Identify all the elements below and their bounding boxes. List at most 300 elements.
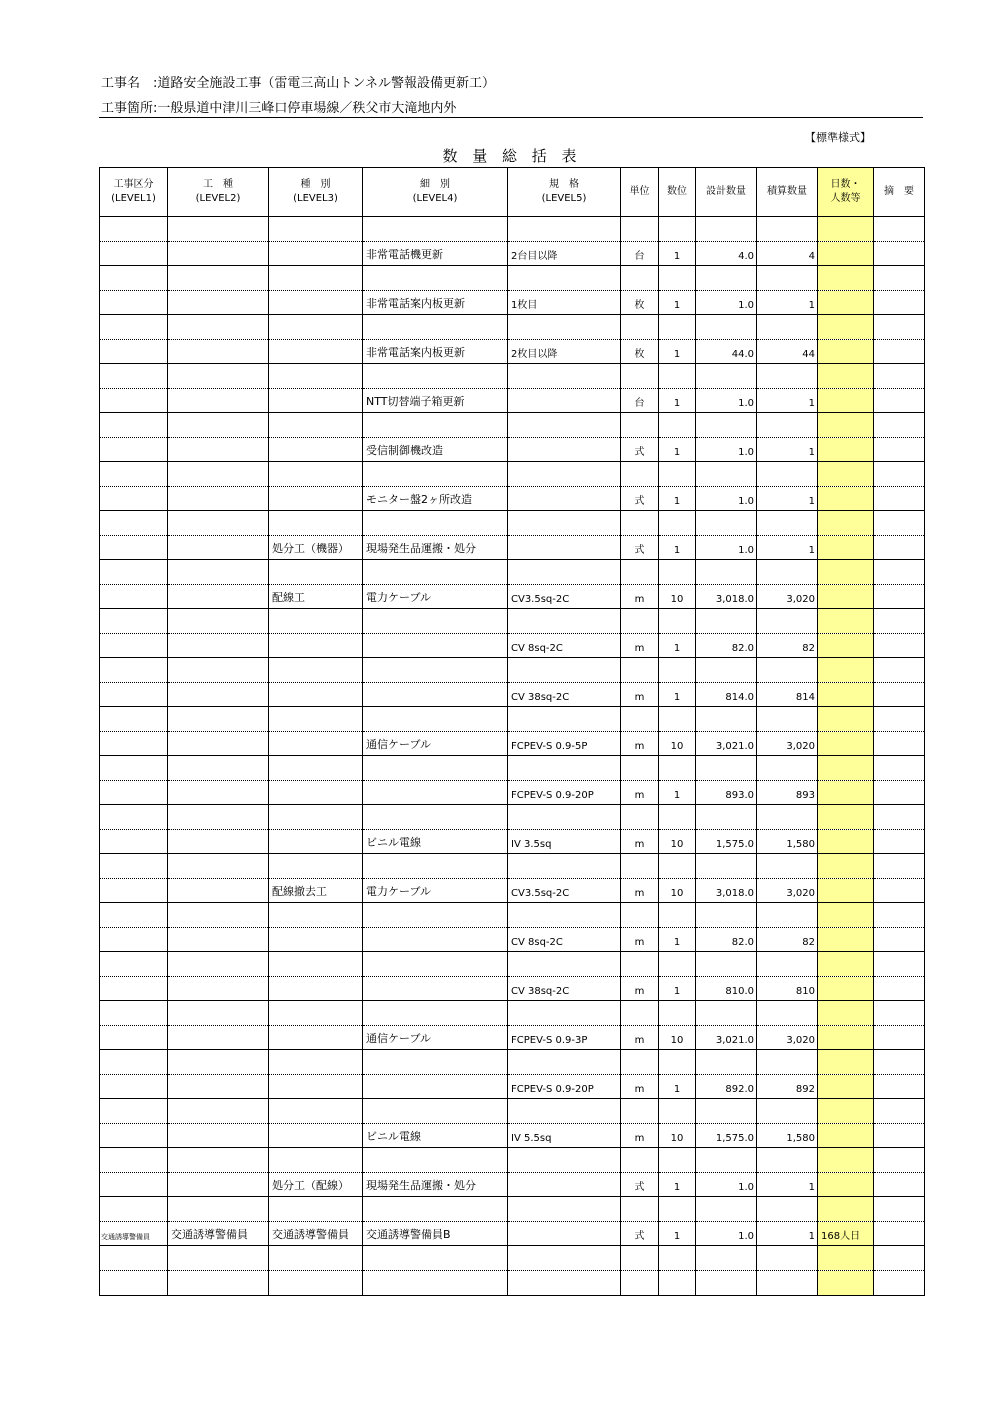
empty-cell — [757, 1050, 818, 1075]
empty-cell — [818, 805, 874, 830]
empty-cell — [363, 903, 508, 928]
empty-cell — [363, 1148, 508, 1173]
cell-level2 — [168, 879, 269, 903]
cell-level2 — [168, 438, 269, 462]
table-row — [100, 1124, 925, 1148]
empty-cell — [100, 805, 168, 830]
spacer-row — [100, 1197, 925, 1222]
cell-digit: 1 — [659, 340, 696, 364]
cell-unit: 式 — [621, 1222, 659, 1246]
empty-cell — [100, 1001, 168, 1026]
empty-cell — [100, 609, 168, 634]
cell-level2 — [168, 340, 269, 364]
cell-level4 — [363, 683, 508, 707]
empty-cell — [621, 364, 659, 389]
cell-level4 — [363, 928, 508, 952]
header-rule — [99, 117, 923, 118]
cell-unit: m — [621, 1124, 659, 1148]
cell-days — [818, 291, 874, 315]
empty-cell — [508, 364, 621, 389]
empty-cell — [696, 315, 757, 340]
cell-design-qty: 893.0 — [696, 781, 757, 805]
empty-cell — [621, 1099, 659, 1124]
cell-calc-qty: 892 — [757, 1075, 818, 1099]
empty-cell — [168, 364, 269, 389]
cell-unit: m — [621, 928, 659, 952]
header-design-qty: 設計数量 — [696, 168, 757, 217]
empty-cell — [696, 511, 757, 536]
cell-note — [874, 585, 925, 609]
empty-cell — [696, 658, 757, 683]
cell-unit: 式 — [621, 438, 659, 462]
project-name: 工事名 :道路安全施設工事（雷電三高山トンネル警報設備更新工） — [101, 76, 495, 91]
cell-days — [818, 438, 874, 462]
empty-cell — [696, 413, 757, 438]
spacer-row — [100, 462, 925, 487]
empty-cell — [874, 1246, 925, 1271]
empty-cell — [659, 1001, 696, 1026]
cell-level1 — [100, 830, 168, 854]
cell-days — [818, 781, 874, 805]
table-row — [100, 1222, 925, 1246]
cell-unit: 台 — [621, 389, 659, 413]
empty-cell — [621, 609, 659, 634]
empty-cell — [363, 1099, 508, 1124]
table-row — [100, 536, 925, 560]
empty-cell — [621, 462, 659, 487]
empty-cell — [269, 1197, 363, 1222]
cell-calc-qty: 810 — [757, 977, 818, 1001]
cell-level5: CV3.5sq-2C — [508, 585, 621, 609]
empty-cell — [621, 1246, 659, 1271]
empty-cell — [621, 854, 659, 879]
cell-level1 — [100, 536, 168, 560]
cell-note — [874, 1222, 925, 1246]
table-row — [100, 683, 925, 707]
cell-level1 — [100, 291, 168, 315]
cell-level1 — [100, 242, 168, 266]
cell-level2 — [168, 242, 269, 266]
empty-cell — [269, 1001, 363, 1026]
spacer-row — [100, 1148, 925, 1173]
cell-level5 — [508, 389, 621, 413]
cell-note — [874, 340, 925, 364]
cell-level2: 交通誘導警備員 — [168, 1222, 269, 1246]
empty-cell — [508, 217, 621, 242]
cell-calc-qty: 1 — [757, 389, 818, 413]
table-row — [100, 1075, 925, 1099]
empty-cell — [874, 1197, 925, 1222]
spacer-row — [100, 1271, 925, 1296]
empty-cell — [363, 805, 508, 830]
empty-cell — [269, 903, 363, 928]
cell-note — [874, 487, 925, 511]
cell-digit: 10 — [659, 585, 696, 609]
cell-days — [818, 585, 874, 609]
cell-design-qty: 4.0 — [696, 242, 757, 266]
cell-level4: ビニル電線 — [363, 1124, 508, 1148]
spacer-row — [100, 1050, 925, 1075]
spacer-row — [100, 1246, 925, 1271]
empty-cell — [659, 1271, 696, 1296]
empty-cell — [659, 854, 696, 879]
cell-level3 — [269, 291, 363, 315]
project-location: 工事箇所:一般県道中津川三峰口停車場線／秩父市大滝地内外 — [101, 101, 457, 116]
cell-days — [818, 634, 874, 658]
cell-level4: 交通誘導警備員B — [363, 1222, 508, 1246]
empty-cell — [874, 903, 925, 928]
cell-calc-qty: 1 — [757, 291, 818, 315]
empty-cell — [818, 1271, 874, 1296]
empty-cell — [100, 364, 168, 389]
header-level3: 種 別 (LEVEL3) — [269, 168, 363, 217]
cell-days — [818, 536, 874, 560]
empty-cell — [168, 952, 269, 977]
empty-cell — [168, 1099, 269, 1124]
cell-calc-qty: 1 — [757, 487, 818, 511]
empty-cell — [100, 315, 168, 340]
empty-cell — [818, 609, 874, 634]
cell-level5: 1枚目 — [508, 291, 621, 315]
cell-days — [818, 732, 874, 756]
cell-design-qty: 3,018.0 — [696, 585, 757, 609]
empty-cell — [818, 707, 874, 732]
empty-cell — [874, 413, 925, 438]
cell-level5: FCPEV-S 0.9-20P — [508, 1075, 621, 1099]
header-digit: 数位 — [659, 168, 696, 217]
empty-cell — [363, 1246, 508, 1271]
cell-design-qty: 1.0 — [696, 536, 757, 560]
cell-digit: 1 — [659, 389, 696, 413]
empty-cell — [696, 805, 757, 830]
spacer-row — [100, 903, 925, 928]
cell-level3 — [269, 242, 363, 266]
cell-unit: m — [621, 683, 659, 707]
empty-cell — [168, 1271, 269, 1296]
empty-cell — [696, 756, 757, 781]
cell-days — [818, 1173, 874, 1197]
empty-cell — [818, 756, 874, 781]
empty-cell — [874, 805, 925, 830]
header-level1: 工事区分 (LEVEL1) — [100, 168, 168, 217]
empty-cell — [659, 609, 696, 634]
cell-level1 — [100, 879, 168, 903]
empty-cell — [168, 315, 269, 340]
cell-unit: m — [621, 585, 659, 609]
cell-level4: 非常電話機更新 — [363, 242, 508, 266]
empty-cell — [659, 952, 696, 977]
empty-cell — [818, 952, 874, 977]
empty-cell — [269, 658, 363, 683]
cell-days — [818, 1075, 874, 1099]
table-row — [100, 732, 925, 756]
cell-level5: CV 38sq-2C — [508, 683, 621, 707]
table-row — [100, 1026, 925, 1050]
cell-level2 — [168, 928, 269, 952]
empty-cell — [621, 1271, 659, 1296]
cell-level1 — [100, 1124, 168, 1148]
cell-level2 — [168, 389, 269, 413]
empty-cell — [269, 805, 363, 830]
empty-cell — [100, 854, 168, 879]
empty-cell — [168, 658, 269, 683]
empty-cell — [100, 266, 168, 291]
table-row — [100, 830, 925, 854]
cell-level4: 電力ケーブル — [363, 585, 508, 609]
empty-cell — [818, 315, 874, 340]
empty-cell — [508, 560, 621, 585]
empty-cell — [100, 511, 168, 536]
empty-cell — [621, 266, 659, 291]
empty-cell — [659, 903, 696, 928]
table-row — [100, 585, 925, 609]
cell-unit: m — [621, 781, 659, 805]
empty-cell — [757, 756, 818, 781]
cell-note — [874, 781, 925, 805]
cell-level1 — [100, 928, 168, 952]
empty-cell — [818, 462, 874, 487]
empty-cell — [621, 756, 659, 781]
cell-level3 — [269, 487, 363, 511]
cell-note — [874, 389, 925, 413]
empty-cell — [696, 1148, 757, 1173]
empty-cell — [269, 707, 363, 732]
cell-level3: 交通誘導警備員 — [269, 1222, 363, 1246]
cell-level4 — [363, 977, 508, 1001]
empty-cell — [168, 707, 269, 732]
cell-note — [874, 1075, 925, 1099]
cell-level3 — [269, 732, 363, 756]
empty-cell — [659, 1050, 696, 1075]
cell-level4: 非常電話案内板更新 — [363, 291, 508, 315]
empty-cell — [363, 413, 508, 438]
table-row — [100, 389, 925, 413]
empty-cell — [269, 1271, 363, 1296]
cell-level4: 現場発生品運搬・処分 — [363, 536, 508, 560]
cell-level2 — [168, 634, 269, 658]
cell-calc-qty: 893 — [757, 781, 818, 805]
empty-cell — [363, 560, 508, 585]
empty-cell — [100, 756, 168, 781]
cell-digit: 1 — [659, 1173, 696, 1197]
cell-level5 — [508, 438, 621, 462]
cell-calc-qty: 4 — [757, 242, 818, 266]
cell-design-qty: 3,021.0 — [696, 1026, 757, 1050]
empty-cell — [100, 560, 168, 585]
empty-cell — [659, 364, 696, 389]
empty-cell — [168, 217, 269, 242]
empty-cell — [696, 364, 757, 389]
cell-level1 — [100, 389, 168, 413]
cell-days — [818, 242, 874, 266]
spacer-row — [100, 511, 925, 536]
cell-unit: m — [621, 634, 659, 658]
empty-cell — [269, 266, 363, 291]
empty-cell — [659, 315, 696, 340]
cell-days — [818, 487, 874, 511]
cell-days — [818, 977, 874, 1001]
empty-cell — [696, 609, 757, 634]
empty-cell — [363, 217, 508, 242]
empty-cell — [363, 609, 508, 634]
cell-design-qty: 1.0 — [696, 438, 757, 462]
cell-design-qty: 3,021.0 — [696, 732, 757, 756]
cell-unit: m — [621, 977, 659, 1001]
empty-cell — [508, 707, 621, 732]
cell-level1 — [100, 1173, 168, 1197]
empty-cell — [508, 1148, 621, 1173]
header-level5: 規 格 (LEVEL5) — [508, 168, 621, 217]
empty-cell — [818, 1197, 874, 1222]
header-days: 日数・ 人数等 — [818, 168, 874, 217]
cell-level3 — [269, 1124, 363, 1148]
empty-cell — [508, 1050, 621, 1075]
cell-digit: 1 — [659, 977, 696, 1001]
cell-digit: 10 — [659, 1124, 696, 1148]
cell-level5: FCPEV-S 0.9-5P — [508, 732, 621, 756]
empty-cell — [696, 1001, 757, 1026]
empty-cell — [696, 1050, 757, 1075]
cell-level2 — [168, 536, 269, 560]
empty-cell — [363, 462, 508, 487]
cell-level2 — [168, 291, 269, 315]
empty-cell — [874, 1099, 925, 1124]
empty-cell — [874, 560, 925, 585]
empty-cell — [508, 1099, 621, 1124]
cell-design-qty: 82.0 — [696, 634, 757, 658]
cell-design-qty: 1.0 — [696, 389, 757, 413]
empty-cell — [874, 609, 925, 634]
empty-cell — [508, 854, 621, 879]
table-row — [100, 977, 925, 1001]
empty-cell — [874, 707, 925, 732]
cell-calc-qty: 3,020 — [757, 585, 818, 609]
cell-level1 — [100, 977, 168, 1001]
empty-cell — [757, 1099, 818, 1124]
cell-level3: 配線撤去工 — [269, 879, 363, 903]
empty-cell — [659, 217, 696, 242]
empty-cell — [621, 413, 659, 438]
cell-unit: 台 — [621, 242, 659, 266]
empty-cell — [757, 364, 818, 389]
empty-cell — [757, 266, 818, 291]
spacer-row — [100, 805, 925, 830]
cell-digit: 1 — [659, 928, 696, 952]
empty-cell — [508, 413, 621, 438]
cell-calc-qty: 82 — [757, 928, 818, 952]
empty-cell — [363, 854, 508, 879]
empty-cell — [168, 462, 269, 487]
cell-level2 — [168, 487, 269, 511]
cell-level5: IV 5.5sq — [508, 1124, 621, 1148]
cell-days — [818, 340, 874, 364]
empty-cell — [874, 854, 925, 879]
table-header-row — [100, 168, 925, 217]
empty-cell — [269, 511, 363, 536]
empty-cell — [659, 266, 696, 291]
empty-cell — [874, 1050, 925, 1075]
empty-cell — [269, 1246, 363, 1271]
empty-cell — [269, 609, 363, 634]
cell-design-qty: 1.0 — [696, 487, 757, 511]
empty-cell — [508, 1197, 621, 1222]
empty-cell — [874, 1001, 925, 1026]
cell-level3 — [269, 340, 363, 364]
spacer-row — [100, 854, 925, 879]
empty-cell — [659, 511, 696, 536]
cell-level2 — [168, 683, 269, 707]
empty-cell — [269, 1050, 363, 1075]
empty-cell — [100, 707, 168, 732]
cell-level4 — [363, 634, 508, 658]
cell-level3: 配線工 — [269, 585, 363, 609]
empty-cell — [659, 413, 696, 438]
empty-cell — [168, 511, 269, 536]
quantity-summary-table — [99, 167, 925, 1296]
cell-design-qty: 1.0 — [696, 1173, 757, 1197]
cell-calc-qty: 1,580 — [757, 1124, 818, 1148]
table-row — [100, 781, 925, 805]
cell-level2 — [168, 830, 269, 854]
empty-cell — [621, 1148, 659, 1173]
cell-design-qty: 1,575.0 — [696, 1124, 757, 1148]
empty-cell — [757, 462, 818, 487]
cell-level3 — [269, 928, 363, 952]
empty-cell — [696, 1197, 757, 1222]
cell-digit: 1 — [659, 1222, 696, 1246]
cell-unit: 式 — [621, 487, 659, 511]
cell-level2 — [168, 977, 269, 1001]
cell-days — [818, 389, 874, 413]
empty-cell — [696, 560, 757, 585]
cell-level3: 処分工（配線） — [269, 1173, 363, 1197]
cell-level3: 処分工（機器） — [269, 536, 363, 560]
empty-cell — [100, 1148, 168, 1173]
empty-cell — [508, 1001, 621, 1026]
empty-cell — [168, 1050, 269, 1075]
empty-cell — [696, 1246, 757, 1271]
table-row — [100, 1173, 925, 1197]
empty-cell — [168, 1148, 269, 1173]
empty-cell — [818, 658, 874, 683]
empty-cell — [818, 413, 874, 438]
cell-level3 — [269, 781, 363, 805]
empty-cell — [269, 217, 363, 242]
spacer-row — [100, 707, 925, 732]
empty-cell — [659, 658, 696, 683]
empty-cell — [757, 217, 818, 242]
cell-level5: 2枚目以降 — [508, 340, 621, 364]
empty-cell — [874, 511, 925, 536]
cell-unit: 枚 — [621, 340, 659, 364]
cell-level5: FCPEV-S 0.9-3P — [508, 1026, 621, 1050]
empty-cell — [757, 560, 818, 585]
empty-cell — [621, 1001, 659, 1026]
spacer-row — [100, 952, 925, 977]
cell-design-qty: 1.0 — [696, 1222, 757, 1246]
cell-design-qty: 810.0 — [696, 977, 757, 1001]
empty-cell — [363, 266, 508, 291]
cell-design-qty: 1.0 — [696, 291, 757, 315]
cell-level4 — [363, 781, 508, 805]
cell-calc-qty: 82 — [757, 634, 818, 658]
cell-digit: 10 — [659, 879, 696, 903]
empty-cell — [659, 1148, 696, 1173]
cell-level4: 非常電話案内板更新 — [363, 340, 508, 364]
empty-cell — [168, 805, 269, 830]
empty-cell — [874, 1271, 925, 1296]
empty-cell — [696, 1099, 757, 1124]
